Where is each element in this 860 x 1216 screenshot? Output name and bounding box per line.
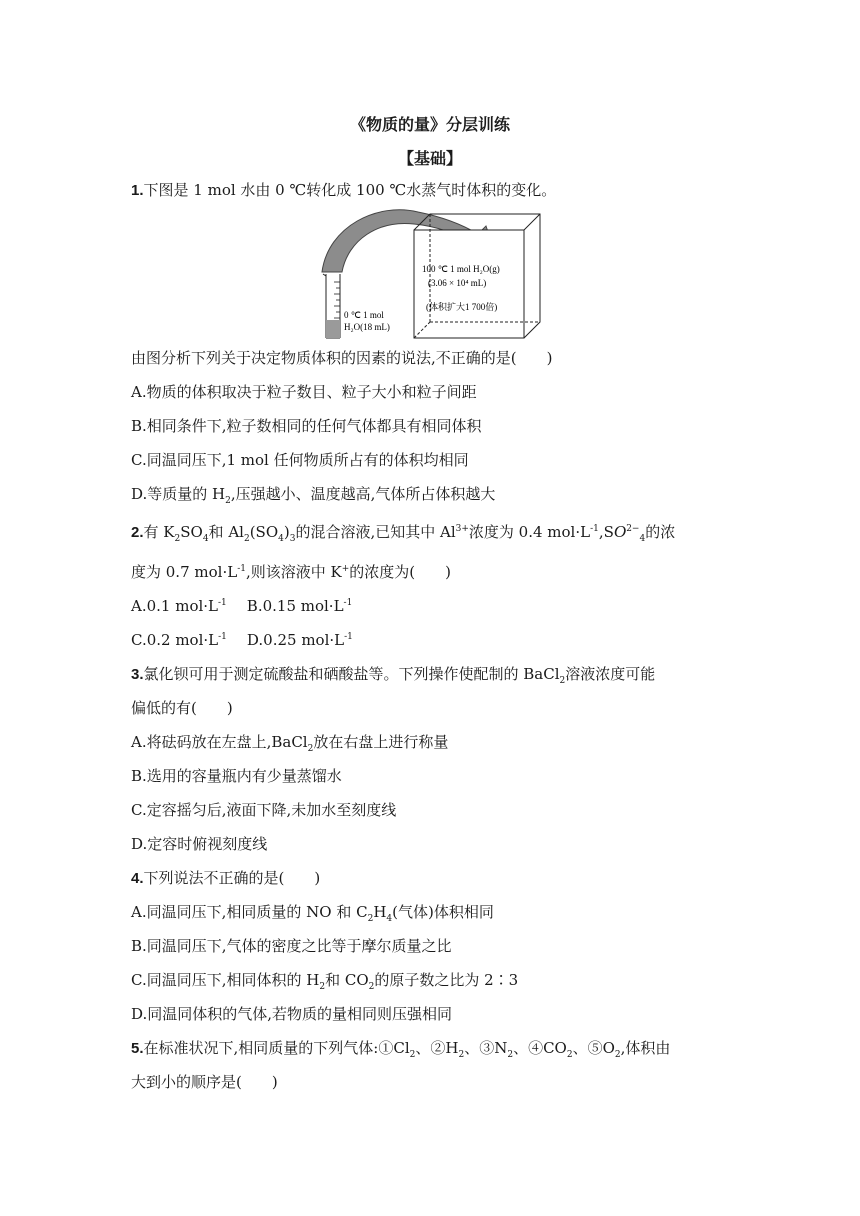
cylinder-label-2: H₂O(18 mL) xyxy=(344,322,390,332)
q2-number: 2. xyxy=(131,524,144,541)
volume-change-figure xyxy=(318,206,548,342)
box-label-2: (3.06 × 10⁴ mL) xyxy=(428,278,487,288)
box-label-1: 100 ℃ 1 mol H₂O(g) xyxy=(422,264,500,274)
q2-options-cd: C.0.2 $mol\cdot L^{-1}$ D.0.25 $mol\cdot L^{-1}$ xyxy=(131,631,353,649)
q5-stem-line-2: 大到小的顺序是( ) xyxy=(131,1073,278,1091)
q4-stem: 4.下列说法不正确的是( ) xyxy=(131,869,321,887)
q4-option-b: B.同温同压下,气体的密度之比等于摩尔质量之比 xyxy=(131,937,452,955)
q3-stem-line-1: 3.氯化钡可用于测定硫酸盐和硒酸盐等。下列操作使配制的 BaCl$_2$溶液浓度可能 xyxy=(131,665,656,686)
q1-question: 由图分析下列关于决定物质体积的因素的说法,不正确的是( ) xyxy=(131,349,553,367)
q3-option-b: B.选用的容量瓶内有少量蒸馏水 xyxy=(131,767,342,785)
q4-number: 4. xyxy=(131,870,144,887)
expanded-volume-box xyxy=(414,214,540,338)
q3-option-d: D.定容时俯视刻度线 xyxy=(131,835,268,853)
q3-option-a: A.将砝码放在左盘上,BaCl$_2$放在右盘上进行称量 xyxy=(131,733,449,754)
q2-option-c: C.0.2 mol·L xyxy=(131,631,219,649)
q1-option-a: A.物质的体积取决于粒子数目、粒子大小和粒子间距 xyxy=(131,383,477,401)
graduated-cylinder xyxy=(323,274,340,338)
q3-stem-line-2: 偏低的有( ) xyxy=(131,699,233,717)
q4-option-d: D.同温同体积的气体,若物质的量相同则压强相同 xyxy=(131,1005,453,1023)
q3-option-c: C.定容摇匀后,液面下降,未加水至刻度线 xyxy=(131,801,397,819)
q5-stem-line-1: 5.在标准状况下,相同质量的下列气体$:①Cl_2$、$②H_2$、$③N_2$、$④CO_2$、$⑤O_2$,体积由 xyxy=(131,1039,671,1060)
q1-number: 1. xyxy=(131,182,144,199)
q2-options-ab: A.0.1 $mol\cdot L^{-1}$ B.0.15 $mol\cdot L^{-1}$ xyxy=(131,597,353,615)
q1-option-b: B.相同条件下,粒子数相同的任何气体都具有相同体积 xyxy=(131,417,482,435)
document-title: 《物质的量》分层训练 xyxy=(349,115,510,134)
q1-stem: 1.下图是 1 mol 水由 0 ℃转化成 100 ℃水蒸气时体积的变化。 xyxy=(131,181,557,199)
q2-option-a: A.0.1 mol·L xyxy=(131,597,219,615)
cylinder-label-1: 0 ℃ 1 mol xyxy=(344,310,384,320)
q4-option-a: A.同温同压下,相同质量的 NO 和 $C_2H_4$(气体)体积相同 xyxy=(131,903,494,924)
q2-stem-line-1: 2.有 $K_2SO_4$和 $Al_2(SO_4)_3$的混合溶液,已知其中 $Al^{3+}$浓度为 0.4 $mol\cdot L^{-1},SO^{2-}_4$的浓 xyxy=(131,522,676,544)
q2-stem-line-2: 度为 0.7 $mol\cdot L^{-1}$,则该溶液中 K+的浓度为( ) xyxy=(131,563,451,581)
q2-option-d: D.0.25 mol·L xyxy=(246,631,345,649)
q1-option-c: C.同温同压下,1 mol 任何物质所占有的体积均相同 xyxy=(131,451,469,469)
q1-option-d: D.等质量的 $H_2$,压强越小、温度越高,气体所占体积越大 xyxy=(131,485,496,506)
q2-option-b: B.0.15 mol·L xyxy=(246,597,344,615)
q4-option-c: C.同温同压下,相同体积的 $H_2$和 $CO_2$的原子数之比为 2∶3 xyxy=(131,971,519,992)
q5-number: 5. xyxy=(131,1040,144,1057)
section-heading: 【基础】 xyxy=(397,149,462,168)
box-label-3: (体积扩大1 700倍) xyxy=(426,302,498,312)
q3-number: 3. xyxy=(131,666,144,683)
